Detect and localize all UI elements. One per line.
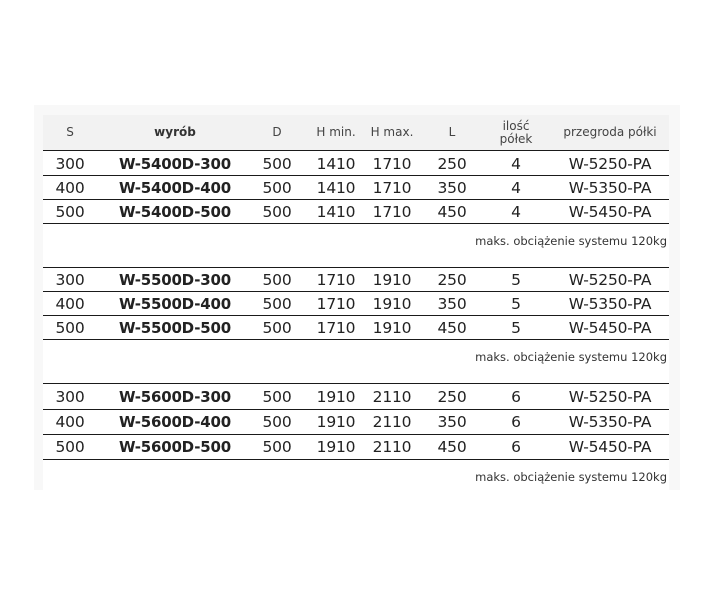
header-s: S [66, 125, 74, 139]
cell-d: 500 [262, 270, 292, 289]
header-l: L [448, 125, 456, 139]
cell-hmin: 1910 [316, 413, 356, 431]
table-row [43, 200, 669, 224]
cell-shelf-count: 4 [511, 202, 521, 221]
cell-partition: W-5450-PA [568, 202, 652, 221]
cell-partition: W-5250-PA [568, 270, 652, 289]
cell-product: W-5600D-400 [119, 413, 231, 431]
group-divider [43, 360, 669, 384]
cell-s: 400 [55, 294, 85, 313]
cell-d: 500 [262, 387, 292, 406]
cell-hmin: 1410 [316, 178, 356, 197]
cell-shelf-count: 6 [511, 438, 521, 456]
cell-product: W-5500D-400 [119, 294, 231, 313]
cell-s: 500 [55, 318, 85, 337]
cell-l: 450 [437, 438, 467, 456]
cell-hmin: 1910 [316, 387, 356, 406]
cell-l: 350 [437, 294, 467, 313]
table-header [43, 115, 669, 151]
cell-product: W-5600D-300 [119, 387, 231, 406]
cell-s: 400 [55, 178, 85, 197]
cell-hmin: 1710 [316, 318, 356, 337]
cell-l: 450 [437, 318, 467, 337]
cell-d: 500 [262, 154, 292, 173]
table-row [43, 435, 669, 460]
cell-hmax: 1710 [372, 202, 412, 221]
table-row [43, 292, 669, 316]
cell-hmax: 2110 [372, 438, 412, 456]
cell-s: 300 [55, 387, 85, 406]
cell-hmax: 1910 [372, 318, 412, 337]
header-shelf-count-line1: ilość [502, 118, 530, 133]
max-load-note: maks. obciążenie systemu 120kg [475, 350, 667, 364]
cell-shelf-count: 4 [511, 154, 521, 173]
cell-partition: W-5450-PA [568, 438, 652, 456]
cell-l: 250 [437, 270, 467, 289]
cell-hmin: 1910 [316, 438, 356, 456]
max-load-note: maks. obciążenie systemu 120kg [475, 234, 667, 248]
table-row [43, 268, 669, 292]
cell-d: 500 [262, 413, 292, 431]
cell-d: 500 [262, 438, 292, 456]
cell-l: 250 [437, 154, 467, 173]
cell-s: 400 [55, 413, 85, 431]
cell-product: W-5500D-500 [119, 318, 231, 337]
header-d: D [272, 125, 282, 139]
table-row [43, 410, 669, 435]
cell-hmax: 1710 [372, 178, 412, 197]
cell-product: W-5400D-300 [119, 154, 231, 173]
cell-hmax: 1910 [372, 294, 412, 313]
cell-shelf-count: 6 [511, 413, 521, 431]
table-row [43, 176, 669, 200]
cell-s: 500 [55, 202, 85, 221]
cell-hmax: 2110 [372, 387, 412, 406]
cell-hmin: 1710 [316, 270, 356, 289]
header-partition: przegroda półki [563, 125, 657, 139]
cell-hmin: 1710 [316, 294, 356, 313]
cell-hmax: 2110 [372, 413, 412, 431]
cell-l: 250 [437, 387, 467, 406]
max-load-note: maks. obciążenie systemu 120kg [475, 470, 667, 484]
header-shelf-count [491, 115, 541, 150]
header-product: wyrób [154, 125, 196, 139]
cell-hmax: 1910 [372, 270, 412, 289]
cell-shelf-count: 6 [511, 387, 521, 406]
table-row [43, 316, 669, 340]
cell-shelf-count: 5 [511, 270, 521, 289]
cell-l: 450 [437, 202, 467, 221]
cell-partition: W-5350-PA [568, 294, 652, 313]
cell-product: W-5500D-300 [119, 270, 231, 289]
cell-d: 500 [262, 178, 292, 197]
cell-s: 500 [55, 438, 85, 456]
cell-s: 300 [55, 154, 85, 173]
table-row [43, 384, 669, 410]
cell-hmin: 1410 [316, 154, 356, 173]
cell-partition: W-5350-PA [568, 413, 652, 431]
cell-product: W-5400D-500 [119, 202, 231, 221]
cell-product: W-5400D-400 [119, 178, 231, 197]
cell-l: 350 [437, 178, 467, 197]
group-divider [43, 244, 669, 268]
cell-shelf-count: 4 [511, 178, 521, 197]
header-shelf-count-line2: półek [499, 131, 533, 146]
header-hmax: H max. [370, 125, 414, 139]
cell-hmin: 1410 [316, 202, 356, 221]
cell-shelf-count: 5 [511, 294, 521, 313]
cell-shelf-count: 5 [511, 318, 521, 337]
cell-product: W-5600D-500 [119, 438, 231, 456]
header-hmin: H min. [316, 125, 356, 139]
product-table [43, 115, 669, 490]
cell-d: 500 [262, 202, 292, 221]
cell-partition: W-5250-PA [568, 154, 652, 173]
cell-d: 500 [262, 318, 292, 337]
cell-hmax: 1710 [372, 154, 412, 173]
cell-s: 300 [55, 270, 85, 289]
cell-l: 350 [437, 413, 467, 431]
cell-d: 500 [262, 294, 292, 313]
cell-partition: W-5350-PA [568, 178, 652, 197]
cell-partition: W-5450-PA [568, 318, 652, 337]
table-row [43, 152, 669, 176]
cell-partition: W-5250-PA [568, 387, 652, 406]
